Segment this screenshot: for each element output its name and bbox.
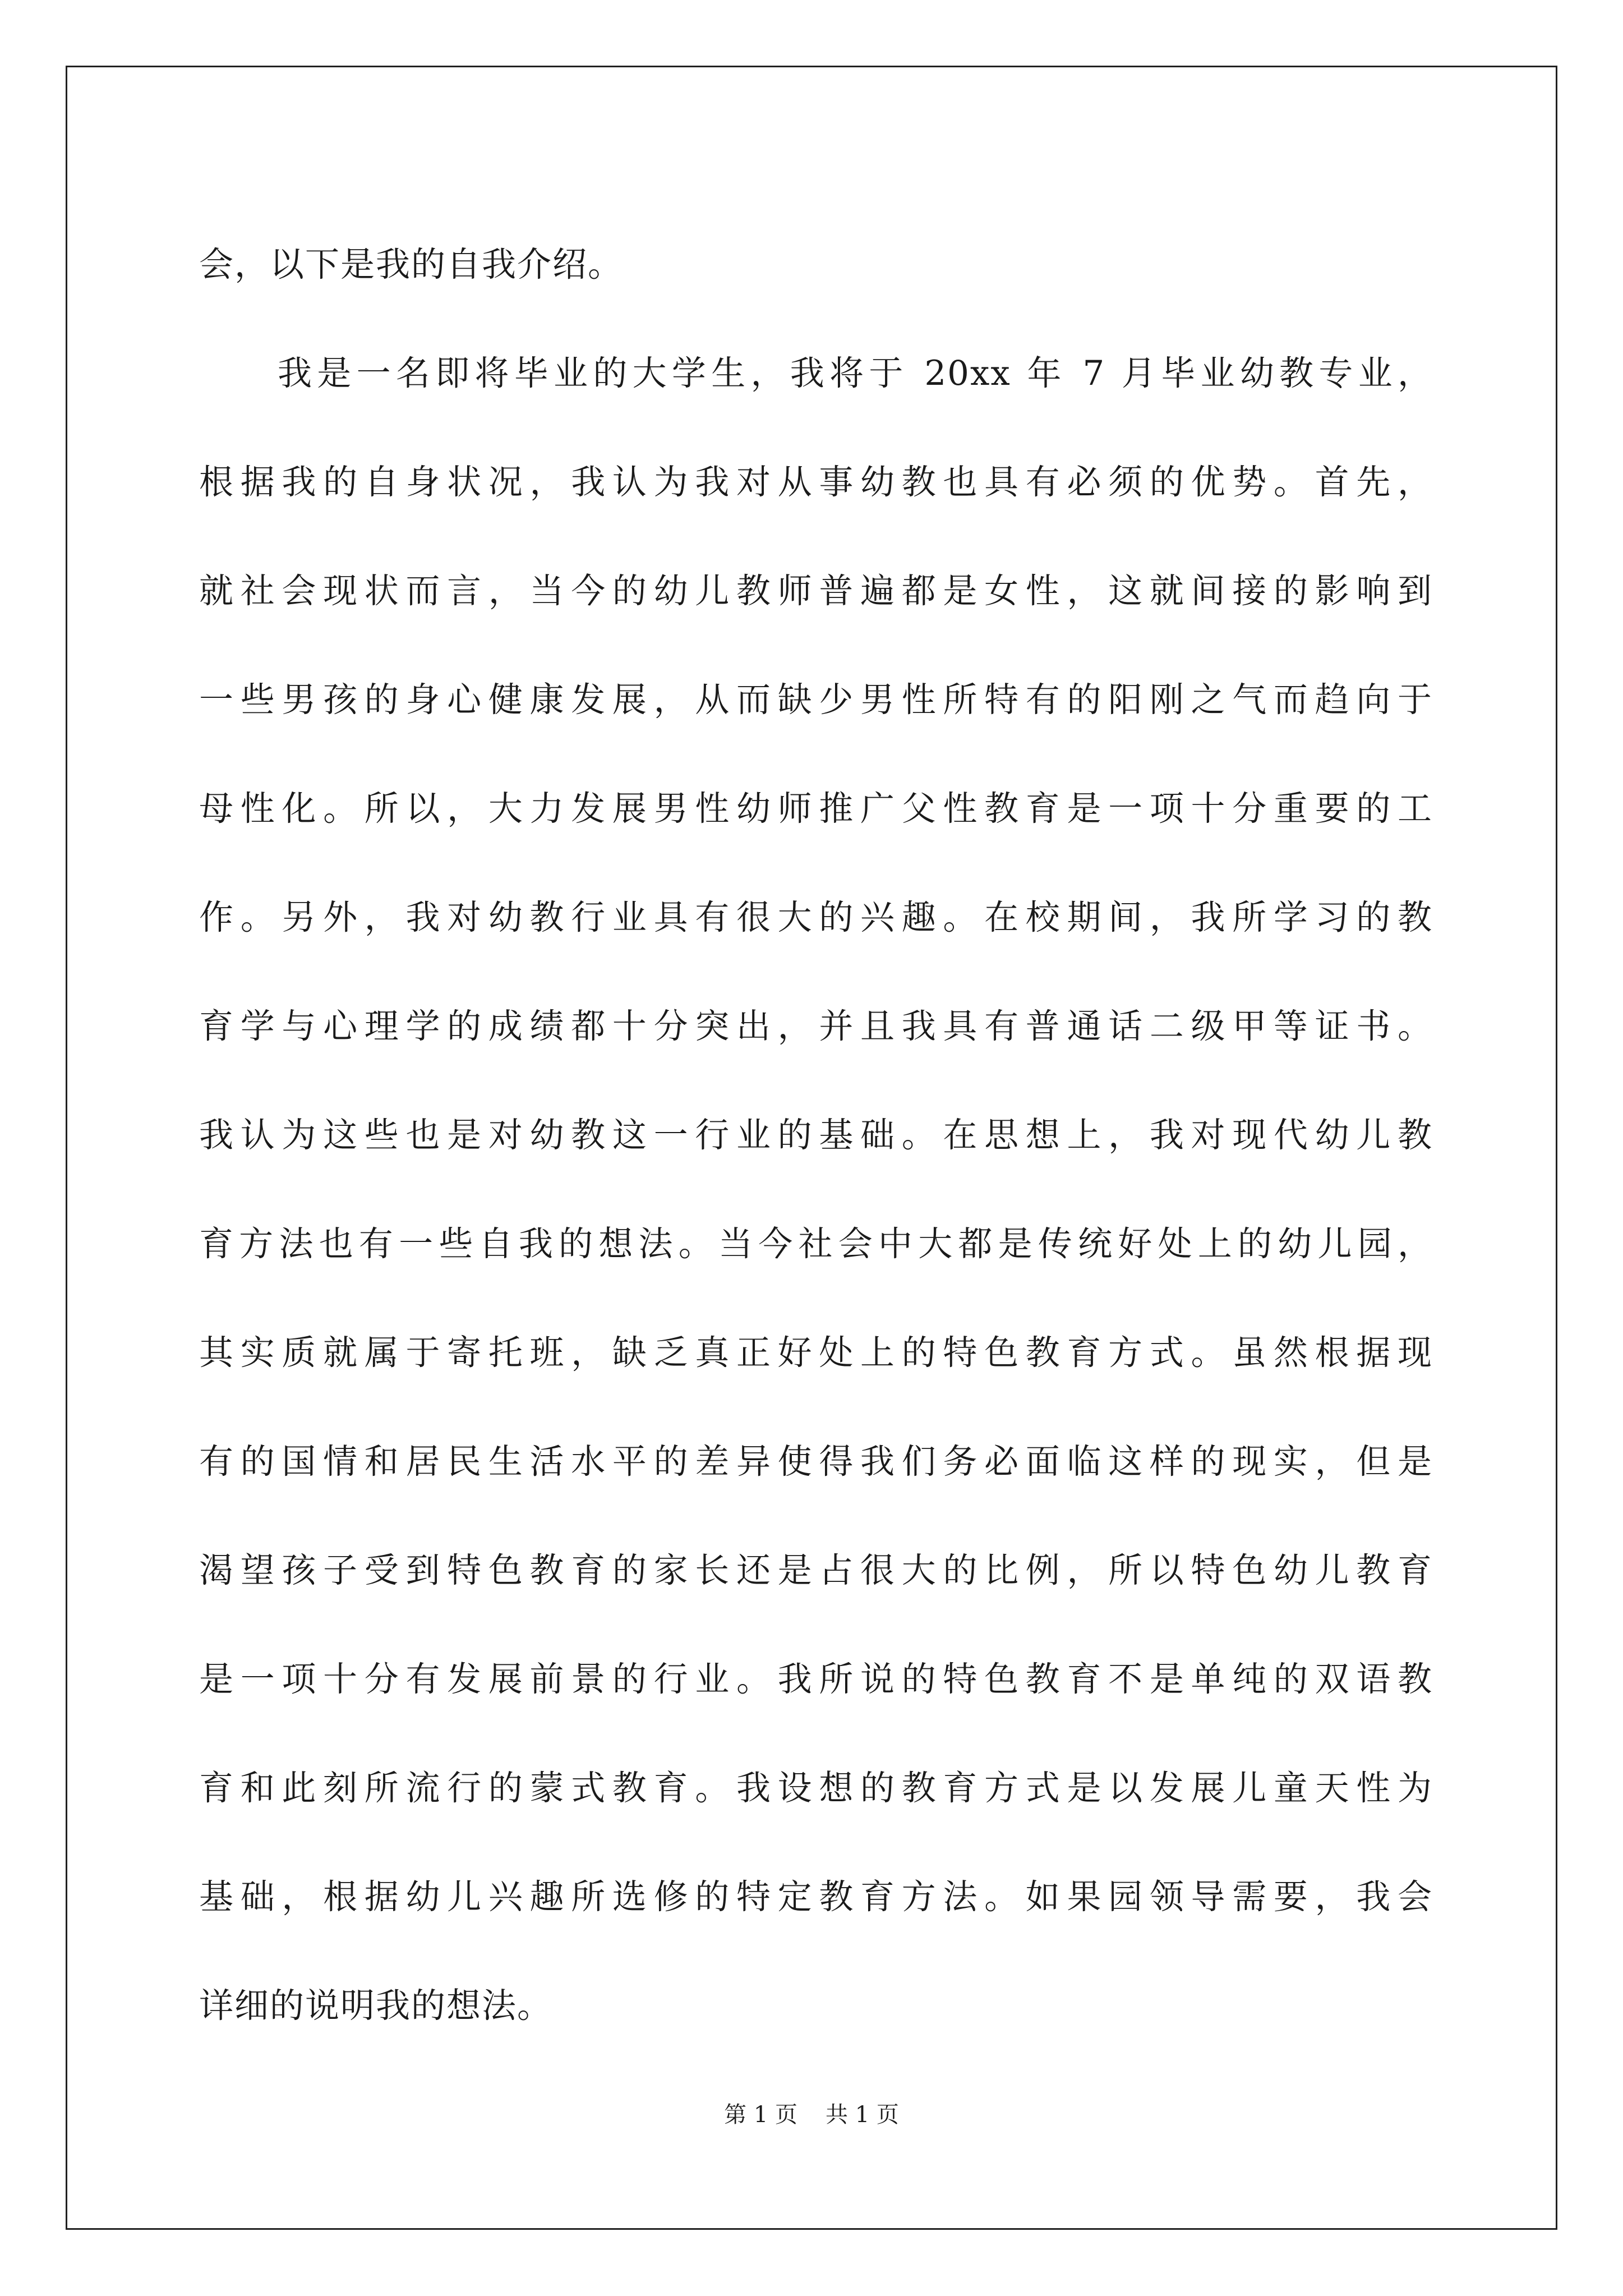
text-line: 母性化。所以，大力发展男性幼师推广父性教育是一项十分重要的工 bbox=[199, 789, 1433, 829]
text-line: 就社会现状而言，当今的幼儿教师普遍都是女性，这就间接的影响到 bbox=[199, 571, 1433, 611]
text-line: 有的国情和居民生活水平的差异使得我们务必面临这样的现实，但是 bbox=[199, 1442, 1433, 1481]
text-line: 是一项十分有发展前景的行业。我所说的特色教育不是单纯的双语教 bbox=[199, 1659, 1433, 1699]
text-line: 我是一名即将毕业的大学生，我将于 20xx 年 7 月毕业幼教专业， bbox=[278, 353, 1433, 393]
text-line: 一些男孩的身心健康发展，从而缺少男性所特有的阳刚之气而趋向于 bbox=[199, 680, 1433, 720]
text-line: 基础，根据幼儿兴趣所选修的特定教育方法。如果园领导需要，我会 bbox=[199, 1877, 1433, 1917]
page-footer bbox=[0, 2097, 1623, 2129]
page-number: 第 1 页 bbox=[724, 2102, 797, 2128]
text-line: 育学与心理学的成绩都十分突出，并且我具有普通话二级甲等证书。 bbox=[199, 1006, 1433, 1046]
text-line: 会，以下是我的自我介绍。 bbox=[199, 245, 624, 284]
body-text bbox=[199, 210, 1433, 2060]
text-line: 我认为这些也是对幼教这一行业的基础。在思想上，我对现代幼儿教 bbox=[199, 1115, 1433, 1155]
text-line: 根据我的自身状况，我认为我对从事幼教也具有必须的优势。首先， bbox=[199, 462, 1433, 502]
text-line: 渴望孩子受到特色教育的家长还是占很大的比例，所以特色幼儿教育 bbox=[199, 1550, 1433, 1590]
text-line: 详细的说明我的想法。 bbox=[199, 1986, 553, 2026]
text-line: 育方法也有一些自我的想法。当今社会中大都是传统好处上的幼儿园， bbox=[199, 1224, 1433, 1264]
text-line: 其实质就属于寄托班，缺乏真正好处上的特色教育方式。虽然根据现 bbox=[199, 1333, 1433, 1373]
text-line: 作。另外，我对幼教行业具有很大的兴趣。在校期间，我所学习的教 bbox=[199, 898, 1433, 937]
text-line: 育和此刻所流行的蒙式教育。我设想的教育方式是以发展儿童天性为 bbox=[199, 1768, 1433, 1808]
page-total: 共 1 页 bbox=[826, 2102, 899, 2128]
